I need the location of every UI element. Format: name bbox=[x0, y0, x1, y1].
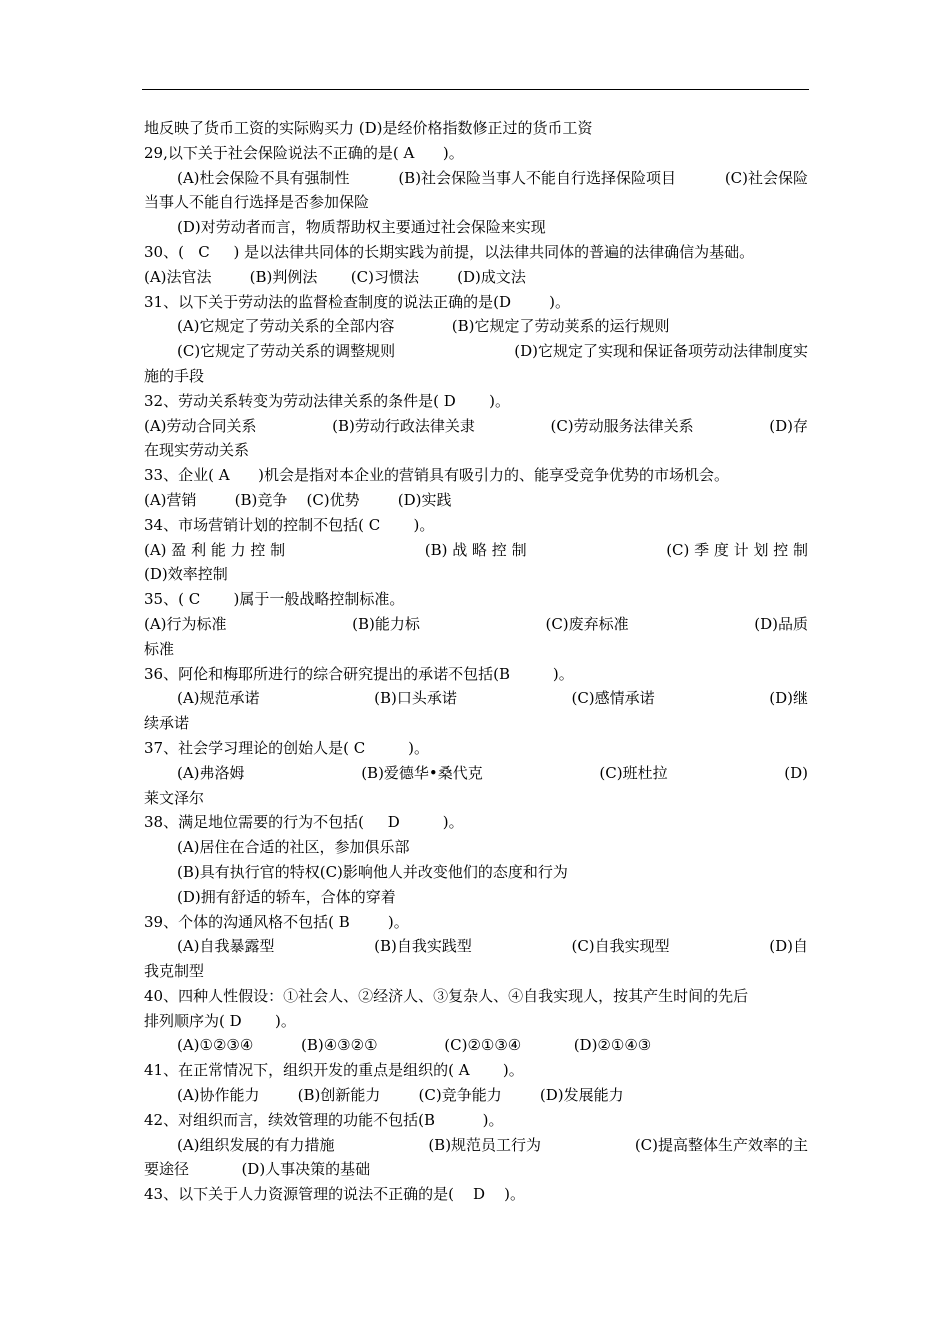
text-line bbox=[144, 761, 808, 786]
text-line: 38、满足地位需要的行为不包括( D )。 bbox=[144, 813, 464, 832]
text-line: (A)法官法 (B)判例法 (C)习惯法 (D)成文法 bbox=[144, 267, 526, 286]
line-segment: (B)自我实践型 bbox=[374, 937, 472, 956]
text-line bbox=[144, 166, 808, 191]
text-line: 莱文泽尔 bbox=[144, 788, 205, 807]
text-line: 36、阿伦和梅耶所进行的综合研究提出的承诺不包括(B )。 bbox=[144, 664, 574, 683]
line-segment: (B)劳动行政法律关隶 bbox=[332, 416, 475, 435]
text-line bbox=[144, 414, 808, 439]
line-segment: (C)自我实现型 bbox=[571, 937, 670, 956]
text-line: (D)对劳动者而言，物质帮助权主要通过社会保险来实现 bbox=[177, 218, 546, 237]
line-segment: (B)能力标 bbox=[352, 614, 420, 633]
line-segment: (A)规范承诺 bbox=[177, 689, 260, 708]
line-segment: (A)劳动合同关系 bbox=[144, 416, 257, 435]
line-segment: (A)自我暴露型 bbox=[177, 937, 275, 956]
text-line: 34、市场营销计划的控制不包括( C )。 bbox=[144, 515, 435, 534]
document-body bbox=[144, 116, 808, 1207]
text-line: 33、企业( A )机会是指对本企业的营销具有吸引力的、能享受竞争优势的市场机会。 bbox=[144, 466, 730, 485]
line-segment: (C)班杜拉 bbox=[599, 763, 668, 782]
text-line: 在现实劳动关系 bbox=[144, 441, 250, 460]
line-segment: (A)行为标准 bbox=[144, 614, 227, 633]
line-segment: (B)口头承诺 bbox=[374, 689, 457, 708]
line-segment: (C)废弃标准 bbox=[545, 614, 629, 633]
text-line bbox=[144, 934, 808, 959]
text-line: 29,以下关于社会保险说法不正确的是( A )。 bbox=[144, 143, 464, 162]
text-line: (D)效率控制 bbox=[144, 565, 228, 584]
line-segment: (A)弗洛姆 bbox=[177, 763, 245, 782]
text-line: (A)居住在合适的社区，参加俱乐部 bbox=[177, 838, 410, 857]
text-line bbox=[144, 686, 808, 711]
text-line: (A)①②③④ (B)④③②① (C)②①③④ (D)②①④③ bbox=[177, 1036, 652, 1055]
text-line bbox=[144, 612, 808, 637]
line-segment: (D)自 bbox=[769, 937, 808, 956]
line-segment: (A)杜会保险不具有强制性 bbox=[177, 168, 350, 187]
text-line: 35、( C )属于一般战略控制标准。 bbox=[144, 590, 405, 609]
text-line: (A)协作能力 (B)创新能力 (C)竞争能力 (D)发展能力 bbox=[177, 1086, 624, 1105]
text-line: (D)拥有舒适的轿车，合体的穿着 bbox=[177, 887, 396, 906]
text-line: 施的手段 bbox=[144, 366, 205, 385]
text-line: 续承诺 bbox=[144, 714, 190, 733]
text-line: (A)它规定了劳动关系的全部内容 (B)它规定了劳动荚系的运行规则 bbox=[177, 317, 670, 336]
text-line: 当事人不能自行选择是否参加保险 bbox=[144, 193, 370, 212]
line-segment: (D)它规定了实现和保证备项劳动法律制度实 bbox=[514, 342, 808, 361]
line-segment: (D)品质 bbox=[754, 614, 808, 633]
line-segment: (C)提高整体生产效率的主 bbox=[634, 1135, 808, 1154]
line-segment: (C)感情承诺 bbox=[571, 689, 655, 708]
text-line: 43、以下关于人力资源管理的说法不正确的是( D )。 bbox=[144, 1185, 525, 1204]
text-line: 40、四种人性假设：①社会人、②经济人、③复杂人、④自我实现人，按其产生时间的先后 bbox=[144, 986, 749, 1005]
line-segment: (A) 盈 利 能 力 控 制 bbox=[144, 540, 286, 559]
header-rule bbox=[142, 89, 809, 90]
line-segment: (C)劳动服务法律关系 bbox=[550, 416, 694, 435]
line-segment: (D) bbox=[784, 763, 808, 782]
text-line: 我克制型 bbox=[144, 962, 205, 981]
line-segment: (B)社会保险当事人不能自行选择保险项目 bbox=[398, 168, 677, 187]
line-segment: (B) 战 略 控 制 bbox=[424, 540, 527, 559]
text-line: 要途径 (D)人事决策的基础 bbox=[144, 1160, 371, 1179]
text-line bbox=[144, 1133, 808, 1158]
line-segment: (C)它规定了劳动关系的调整规则 bbox=[177, 342, 396, 361]
text-line: 标准 bbox=[144, 639, 175, 658]
text-line bbox=[144, 339, 808, 364]
line-segment: (D)继 bbox=[769, 689, 808, 708]
text-line: 41、在正常情况下，组织开发的重点是组织的( A )。 bbox=[144, 1061, 524, 1080]
text-line: 排列顺序为( D )。 bbox=[144, 1011, 296, 1030]
text-line: (B)具有执行官的特权(C)影响他人并改变他们的态度和行为 bbox=[177, 862, 568, 881]
text-line: 地反映了货币工资的实际购买力 (D)是经价格指数修正过的货币工资 bbox=[144, 119, 593, 137]
text-line: 31、以下关于劳动法的监督检查制度的说法正确的是(D )。 bbox=[144, 292, 570, 311]
text-line: 39、个体的沟通风格不包括( B )。 bbox=[144, 912, 409, 931]
line-segment: (C)社会保险 bbox=[724, 168, 808, 187]
text-line: 42、对组织而言，续效管理的功能不包括(B )。 bbox=[144, 1110, 504, 1129]
text-line: 37、社会学习理论的创始人是( C )。 bbox=[144, 738, 429, 757]
text-line: 30、( C ) 是以法律共同体的长期实践为前提，以法律共同体的普遍的法律确信为基础。 bbox=[144, 242, 755, 261]
line-segment: (A)组织发展的有力措施 bbox=[177, 1135, 335, 1154]
text-line: (A)营销 (B)竞争 (C)优势 (D)实践 bbox=[144, 490, 452, 509]
line-segment: (D)存 bbox=[769, 416, 808, 435]
text-line bbox=[144, 538, 808, 563]
line-segment: (B)规范员工行为 bbox=[428, 1135, 542, 1154]
line-segment: (C) 季 度 计 划 控 制 bbox=[666, 540, 808, 559]
line-segment: (B)爱德华•桑代克 bbox=[361, 763, 483, 782]
text-line: 32、劳动关系转变为劳动法律关系的条件是( D )。 bbox=[144, 391, 510, 410]
